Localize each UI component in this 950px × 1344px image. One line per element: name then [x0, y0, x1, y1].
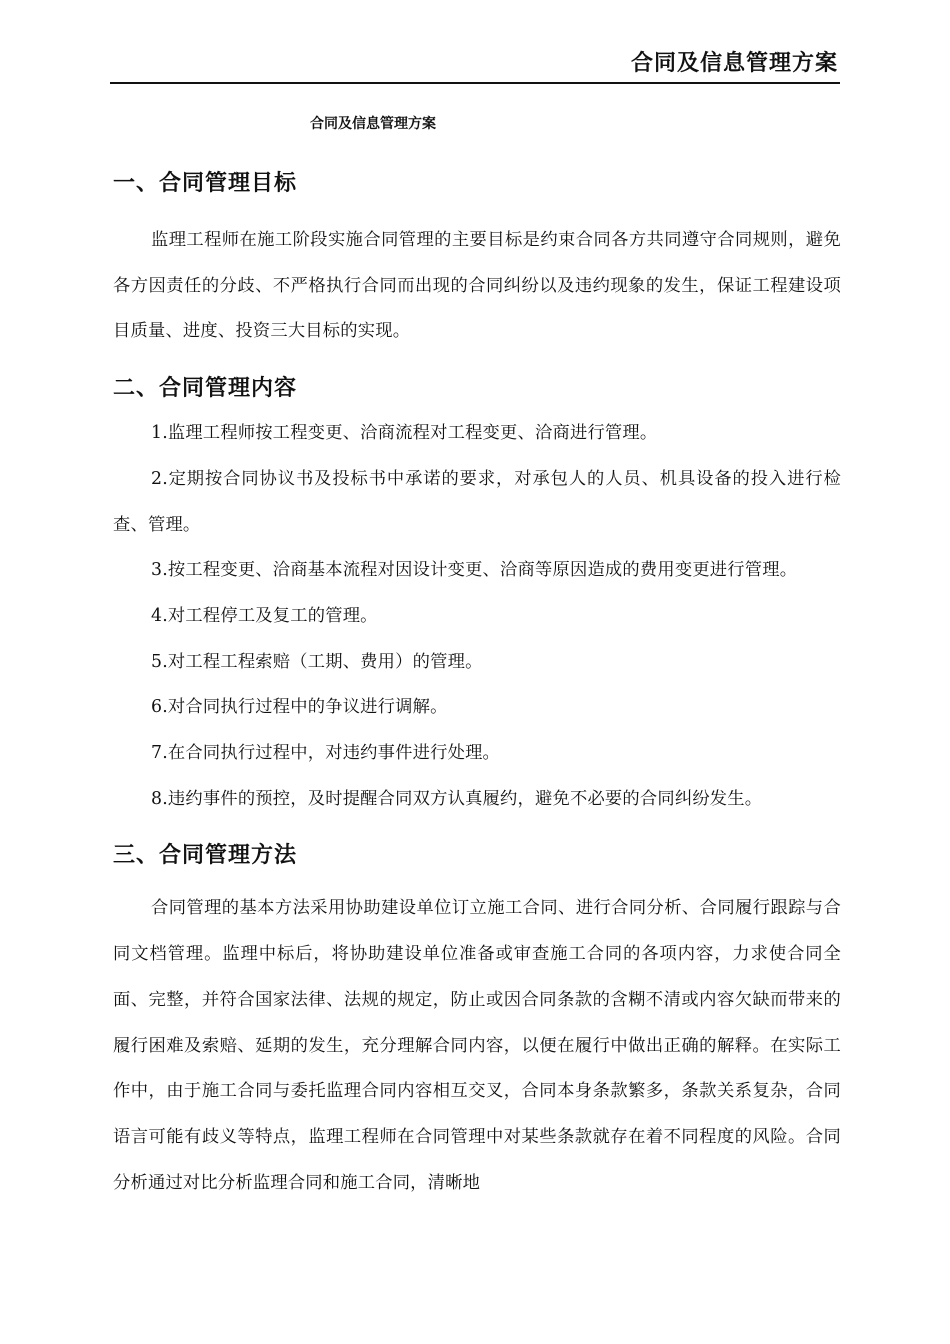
header-divider: [110, 82, 840, 84]
list-item: 4.对工程停工及复工的管理。: [151, 605, 378, 626]
document-title: 合同及信息管理方案: [310, 116, 436, 132]
section-3-paragraph: 合同管理的基本方法采用协助建设单位订立施工合同、进行合同分析、合同履行跟踪与合同文档管理。监理中标后，将协助建设单位准备或审查施工合同的各项内容，力求使合同全面、完整，并符合国家法律、法规的规定，防止或因合同条款的含糊不清或内容欠缺而带来的履行困难及索赔、延期的发生，充分理解合同内容，以便在履行中做出正确的解释。在实际工作中，由于施工合同与委托监理合同内容相互交叉，合同本身条款繁多，条款关系复杂，合同语言可能有歧义等特点，监理工程师在合同管理中对某些条款就存在着不同程度的风险。合同分析通过对比分析监理合同和施工合同，清晰地: [113, 898, 841, 1193]
list-item: 8.违约事件的预控，及时提醒合同双方认真履约，避免不必要的合同纠纷发生。: [151, 788, 763, 809]
section-heading-3: 三、合同管理方法: [113, 843, 298, 869]
list-item: 2.定期按合同协议书及投标书中承诺的要求，对承包人的人员、机具设备的投入进行检查、管理。: [113, 468, 841, 535]
list-item: 6.对合同执行过程中的争议进行调解。: [151, 697, 448, 718]
list-item: 3.按工程变更、洽商基本流程对因设计变更、洽商等原因造成的费用变更进行管理。: [151, 560, 798, 581]
section-1-paragraph: 监理工程师在施工阶段实施合同管理的主要目标是约束合同各方共同遵守合同规则，避免各方因责任的分歧、不严格执行合同而出现的合同纠纷以及违约现象的发生，保证工程建设项目质量、进度、投资三大目标的实现。: [113, 230, 841, 342]
list-item: 1.监理工程师按工程变更、洽商流程对工程变更、洽商进行管理。: [151, 423, 658, 444]
list-item: 7.在合同执行过程中，对违约事件进行处理。: [151, 743, 501, 764]
section-2-list: [113, 411, 841, 822]
running-header-title: 合同及信息管理方案: [630, 51, 838, 76]
list-item: 5.对工程工程索赔（工期、费用）的管理。: [151, 651, 483, 672]
document-body: [113, 150, 841, 1206]
section-heading-2: 二、合同管理内容: [113, 376, 298, 402]
section-heading-1: 一、合同管理目标: [113, 171, 298, 196]
